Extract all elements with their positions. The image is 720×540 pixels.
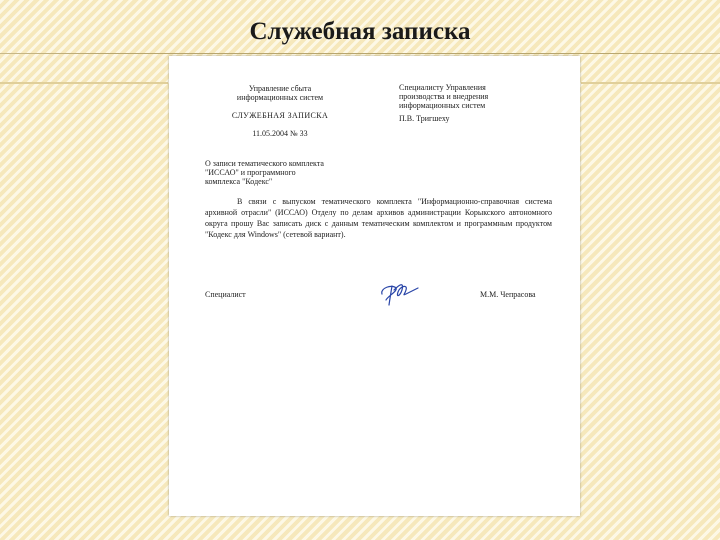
- memo-subject: [205, 159, 345, 187]
- sender-block: [205, 84, 355, 138]
- memo-body-paragraph: В связи с выпуском тематического комплекта "Информационно-справочная система архивной отрасли" (ИССАО) Отделу по делам архивов администрации Корыкского автономного округа прошу Вас записать диск с данным тематическим комплектом и программным продуктом "Кодекс для Windows" (сетевой вариант).: [205, 197, 552, 239]
- document-date-number: 11.05.2004 № 33: [252, 128, 308, 138]
- signer-role: Специалист: [205, 290, 246, 299]
- subject-line: О записи тематического комплекта: [205, 159, 324, 168]
- signer-name: М.М. Чепрасова: [480, 290, 536, 299]
- subject-line: комплекса "Кодекс": [205, 177, 273, 187]
- subject-line: "ИССАО" и программного: [205, 168, 296, 178]
- document-type-heading: СЛУЖЕБНАЯ ЗАПИСКА: [231, 111, 329, 121]
- decorative-line-right: [581, 82, 720, 84]
- recipient-block: [399, 83, 539, 123]
- memo-body: [205, 196, 552, 240]
- slide-title: Служебная записка: [249, 18, 471, 45]
- recipient-line: информационных систем: [399, 101, 486, 111]
- recipient-line: производства и внедрения: [399, 92, 489, 102]
- title-divider: [0, 53, 720, 54]
- decorative-line-left: [0, 82, 168, 84]
- handwritten-signature: [378, 278, 422, 308]
- sender-org-line: информационных систем: [236, 93, 324, 103]
- recipient-line: Специалисту Управления: [399, 83, 486, 92]
- memo-document-page: [169, 56, 580, 516]
- sender-org-line: Управление сбыта: [248, 84, 312, 93]
- recipient-name: П.В. Тригшеху: [399, 113, 450, 123]
